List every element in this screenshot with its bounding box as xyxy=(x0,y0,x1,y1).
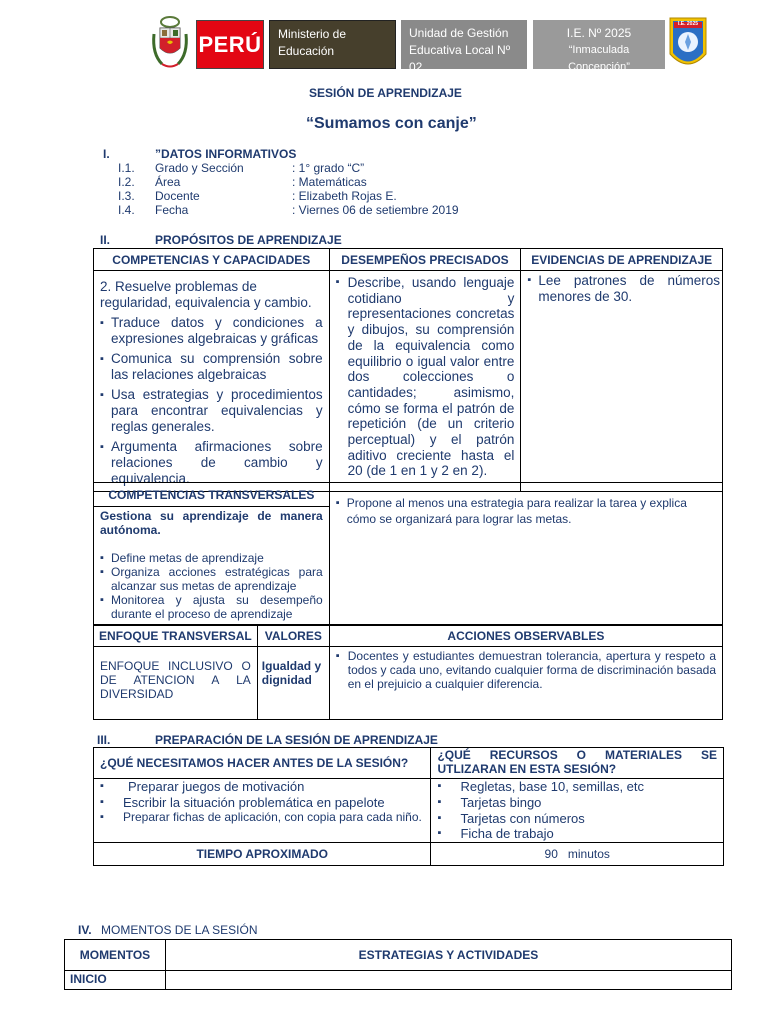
approach-cell: ENFOQUE INCLUSIVO O DE ATENCION A LA DIVERSIDAD xyxy=(94,647,258,720)
info-value: : Matemáticas xyxy=(292,175,367,189)
session-label: SESIÓN DE APRENDIZAJE xyxy=(309,86,462,100)
school-line-2: “Inmaculada Concepción” xyxy=(568,44,630,73)
ugel-line-2: Educativa Local Nº 02 xyxy=(409,43,511,74)
transversal-table xyxy=(93,482,723,626)
transversal-capacities-list xyxy=(94,537,329,621)
todo-text: Preparar juegos de motivación xyxy=(128,779,305,794)
list-item: ▪ Define metas de aprendizaje xyxy=(100,551,323,565)
info-label: Docente xyxy=(155,189,200,203)
school-line-1: I.E. Nº 2025 xyxy=(566,26,632,40)
section2-num: II. xyxy=(100,233,111,247)
header-values: VALORES xyxy=(257,625,329,647)
purposes-table xyxy=(93,248,723,492)
info-value: : 1° grado “C” xyxy=(292,161,365,175)
todo-text: Preparar fichas de aplicación, con copia para cada niño. xyxy=(123,810,422,824)
header-actions: ACCIONES OBSERVABLES xyxy=(329,625,722,647)
info-label: Fecha xyxy=(155,203,189,217)
peru-coat-of-arms xyxy=(150,14,190,70)
moments-table xyxy=(64,939,732,990)
info-value: : Viernes 06 de setiembre 2019 xyxy=(292,203,459,217)
peru-badge xyxy=(196,20,264,69)
header-moments: MOMENTOS xyxy=(65,940,166,971)
ministry-line-2: Educación xyxy=(278,44,335,58)
performance-text: ▪ Describe, usando lenguaje cotidiano y representaciones concretas y dibujos, su comprensión de la equivalencia como equilibrio o igual valor entre dos colecciones o cantidades; asimismo, cómo se forma el patrón de repetición (de un criterio perceptual) y el patrón aditivo creciente hasta el 20 (de 1 en 1 y 2 en 2). xyxy=(336,275,515,479)
info-num: I.2. xyxy=(118,175,135,189)
todo-list xyxy=(100,779,424,826)
header-performances: DESEMPEÑOS PRECISADOS xyxy=(329,249,521,271)
school-box xyxy=(533,20,665,73)
approach-table xyxy=(93,624,723,720)
section1-num: I. xyxy=(103,147,110,161)
capacities-list xyxy=(100,315,323,487)
list-item: ▪ Ficha de trabajo xyxy=(437,826,717,842)
list-item: ▪ Usa estrategias y procedimientos para encontrar equivalencias y reglas generales. xyxy=(100,387,323,435)
info-label: Grado y Sección xyxy=(155,161,244,175)
actions-text: ▪ Docentes y estudiantes demuestran tolerancia, apertura y respeto a todos y cada uno, evitando cualquier forma de discriminación basada en el prejuicio a cualquier diferencia. xyxy=(336,649,716,691)
list-item: ▪ Monitorea y ajusta su desempeño durante el proceso de aprendizaje xyxy=(100,593,323,621)
actions-cell xyxy=(329,647,722,720)
resources-list xyxy=(437,779,717,842)
list-item xyxy=(100,779,424,795)
moment-inicio: INICIO xyxy=(65,971,166,990)
session-title: “Sumamos con canje” xyxy=(306,115,477,132)
list-item: ▪ Tarjetas con números xyxy=(437,811,717,827)
section1-title: ”DATOS INFORMATIVOS xyxy=(155,147,297,161)
time-label: TIEMPO APROXIMADO xyxy=(94,843,431,866)
todo-cell xyxy=(94,779,431,843)
list-item: ▪ Argumenta afirmaciones sobre relaciones de cambio y equivalencia. xyxy=(100,439,323,487)
header-approach: ENFOQUE TRANSVERSAL xyxy=(94,625,258,647)
moment-inicio-activities xyxy=(165,971,731,990)
section4-num: IV. xyxy=(78,923,92,937)
preparation-table xyxy=(93,747,724,866)
ugel-line-1: Unidad de Gestión xyxy=(409,26,509,40)
resources-cell xyxy=(431,779,724,843)
evidence-text: ▪ Lee patrones de números menores de 30. xyxy=(527,273,720,304)
todo-text: Escribir la situación problemática en papelote xyxy=(123,794,385,810)
section3-num: III. xyxy=(97,733,111,747)
transversal-left xyxy=(94,483,330,626)
list-item xyxy=(100,810,424,826)
competencies-cell xyxy=(94,271,330,492)
school-badge-text: I.E. 2025 xyxy=(677,21,698,27)
list-item: ▪ Regletas, base 10, semillas, etc xyxy=(437,779,717,795)
info-num: I.3. xyxy=(118,189,135,203)
list-item: ▪ Comunica su comprensión sobre las relaciones algebraicas xyxy=(100,351,323,383)
info-num: I.4. xyxy=(118,203,135,217)
values-cell: Igualdad y dignidad xyxy=(257,647,329,720)
transversal-header: COMPETENCIAS TRANSVERSALES xyxy=(94,483,329,507)
header-resources: ¿QUÉ RECURSOS O MATERIALES SE UTLIZARAN EN ESTA SESIÓN? xyxy=(431,748,724,779)
header-competencies: COMPETENCIAS Y CAPACIDADES xyxy=(94,249,330,271)
school-shield-icon xyxy=(668,14,708,74)
peru-label: PERÚ xyxy=(198,32,262,57)
performance-cell xyxy=(329,271,521,492)
transversal-performance-text: ▪ Propone al menos una estrategia para realizar la tarea y explica cómo se organizará para lograr las metas. xyxy=(336,495,716,527)
info-label: Área xyxy=(155,175,181,189)
section2-title: PROPÓSITOS DE APRENDIZAJE xyxy=(155,233,342,247)
ugel-box xyxy=(401,20,527,74)
time-value: 90 minutos xyxy=(431,843,724,866)
competence-text: 2. Resuelve problemas de regularidad, equivalencia y cambio. xyxy=(100,279,312,310)
header-todo: ¿QUÉ NECESITAMOS HACER ANTES DE LA SESIÓN? xyxy=(94,748,431,779)
evidence-cell xyxy=(521,271,723,492)
ministry-line-1: Ministerio de xyxy=(278,27,347,41)
header-evidences: EVIDENCIAS DE APRENDIZAJE xyxy=(521,249,723,271)
list-item: ▪ Tarjetas bingo xyxy=(437,795,717,811)
transversal-performance-cell xyxy=(329,483,722,626)
header-strategies: ESTRATEGIAS Y ACTIVIDADES xyxy=(165,940,731,971)
info-value: : Elizabeth Rojas E. xyxy=(292,189,397,203)
list-item: ▪ Organiza acciones estratégicas para alcanzar sus metas de aprendizaje xyxy=(100,565,323,593)
info-num: I.1. xyxy=(118,161,135,175)
list-item xyxy=(100,795,424,811)
list-item: ▪ Traduce datos y condiciones a expresiones algebraicas y gráficas xyxy=(100,315,323,347)
section4-title: MOMENTOS DE LA SESIÓN xyxy=(101,923,258,937)
section3-title: PREPARACIÓN DE LA SESIÓN DE APRENDIZAJE xyxy=(155,733,438,747)
transversal-competence: Gestiona su aprendizaje de manera autónoma. xyxy=(100,509,323,537)
ministry-box xyxy=(269,20,396,69)
